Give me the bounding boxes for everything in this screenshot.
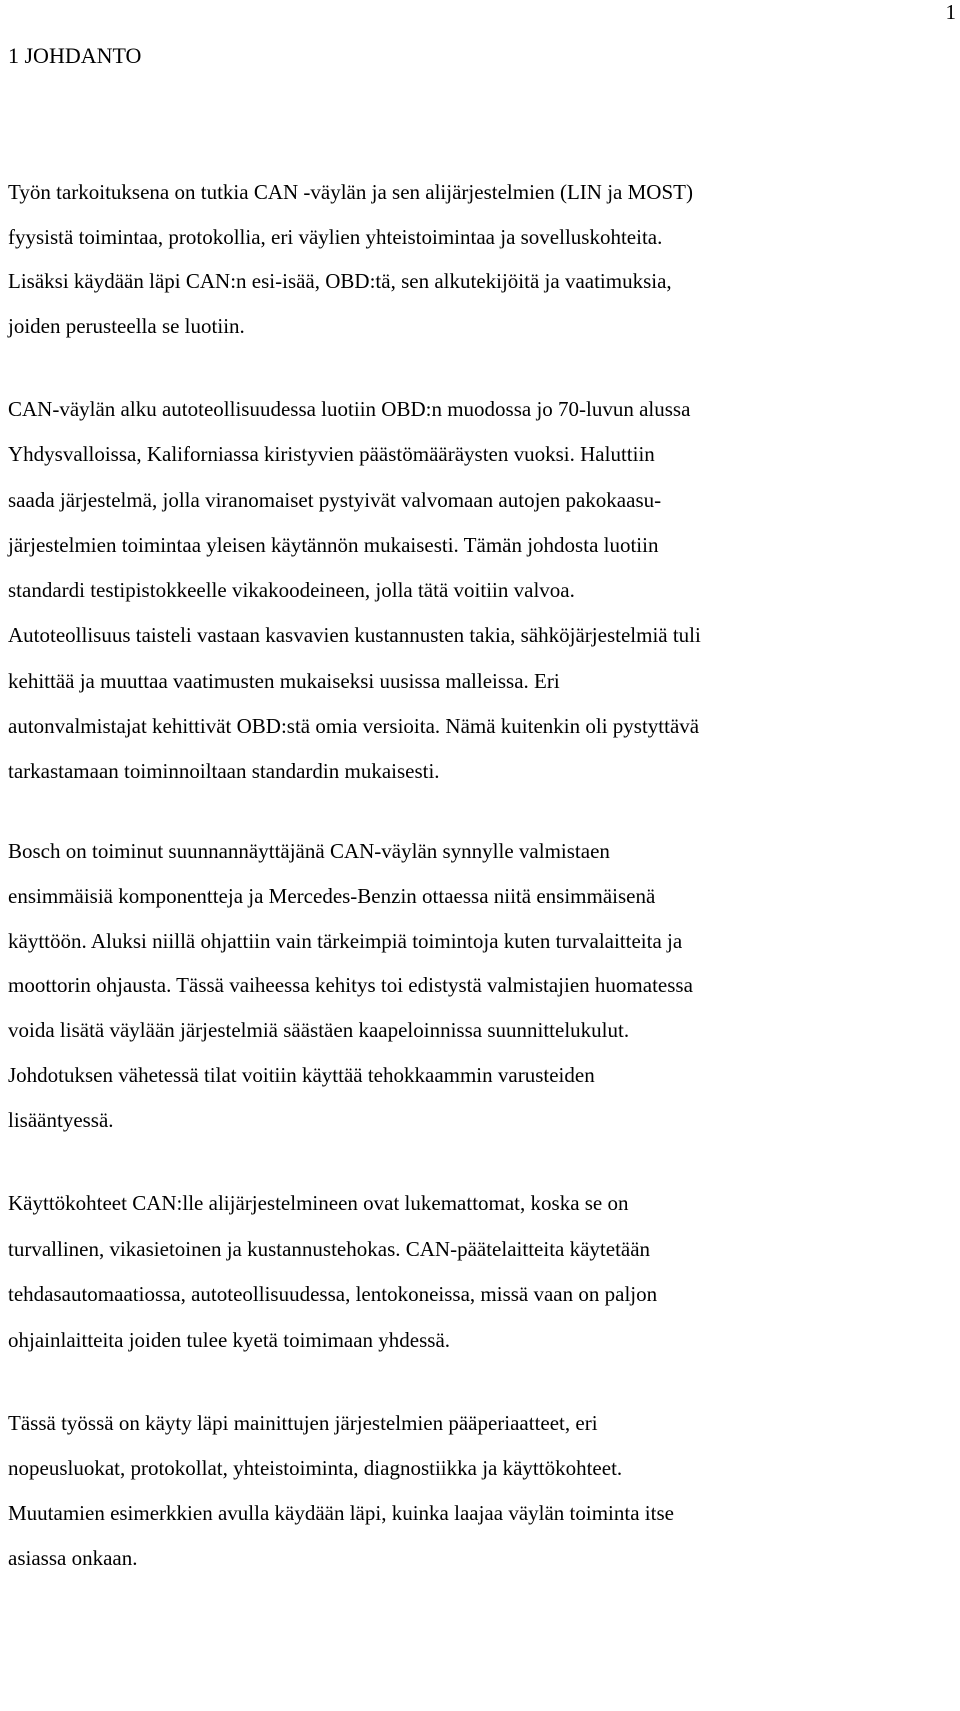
- text-line: asiassa onkaan.: [8, 1546, 138, 1570]
- text-line: Johdotuksen vähetessä tilat voitiin käyttää tehokkaammin varusteiden: [8, 1062, 595, 1087]
- text-line: turvallinen, vikasietoinen ja kustannustehokas. CAN-päätelaitteita käytetään: [8, 1236, 651, 1261]
- paragraph-bosch: [8, 829, 953, 1143]
- text-line: Tässä työssä on käyty läpi mainittujen järjestelmien pääperiaatteet, eri: [8, 1411, 598, 1435]
- chapter-heading: 1 JOHDANTO: [8, 43, 142, 68]
- text-line: ohjainlaitteita joiden tulee kyetä toimimaan yhdessä.: [8, 1328, 451, 1353]
- text-line: Muutamien esimerkkien avulla käydään läpi, kuinka laajaa väylän toiminta itse: [8, 1501, 674, 1525]
- text-line: autonvalmistajat kehittivät OBD:stä omia versioita. Nämä kuitenkin oli pystyttävä: [8, 714, 700, 739]
- text-line: tarkastamaan toiminnoiltaan standardin mukaisesti.: [8, 759, 440, 784]
- text-line: Työn tarkoituksena on tutkia CAN -väylän ja sen alijärjestelmien (LIN ja MOST): [8, 180, 693, 204]
- text-line: moottorin ohjausta. Tässä vaiheessa kehitys toi edistystä valmistajien huomatessa: [8, 973, 693, 998]
- paragraph-applications: [8, 1181, 953, 1364]
- text-line: ensimmäisiä komponentteja ja Mercedes-Benzin ottaessa niitä ensimmäisenä: [8, 883, 656, 908]
- paragraph-scope: [8, 1401, 953, 1581]
- text-line: kehittää ja muuttaa vaatimusten mukaiseksi uusissa malleissa. Eri: [8, 668, 560, 693]
- text-line: Bosch on toiminut suunnannäyttäjänä CAN-väylän synnylle valmistaen: [8, 839, 610, 863]
- text-line: Käyttökohteet CAN:lle alijärjestelmineen ovat lukemattomat, koska se on: [8, 1191, 629, 1215]
- text-line: Yhdysvalloissa, Kaliforniassa kiristyvien päästömääräysten vuoksi. Haluttiin: [8, 442, 655, 467]
- text-line: joiden perusteella se luotiin.: [8, 314, 245, 339]
- page-number: 1: [945, 0, 956, 24]
- text-line: CAN-väylän alku autoteollisuudessa luotiin OBD:n muodossa jo 70-luvun alussa: [8, 397, 691, 421]
- paragraph-history: [8, 387, 953, 795]
- text-line: voida lisätä väylään järjestelmiä säästäen kaapeloinnissa suunnittelukulut.: [8, 1018, 630, 1043]
- text-line: nopeusluokat, protokollat, yhteistoiminta, diagnostiikka ja käyttökohteet.: [8, 1456, 623, 1480]
- text-line: standardi testipistokkeelle vikakoodeineen, jolla tätä voitiin valvoa.: [8, 578, 575, 603]
- text-line: saada järjestelmä, jolla viranomaiset pystyivät valvomaan autojen pakokaasu-: [8, 487, 662, 512]
- text-line: fyysistä toimintaa, protokollia, eri väylien yhteistoimintaa ja sovelluskohteita.: [8, 224, 663, 249]
- text-line: käyttöön. Aluksi niillä ohjattiin vain tärkeimpiä toimintoja kuten turvalaitteita ja: [8, 928, 683, 953]
- text-line: järjestelmien toimintaa yleisen käytännön mukaisesti. Tämän johdosta luotiin: [8, 532, 659, 557]
- paragraph-purpose: [8, 170, 953, 349]
- text-line: Autoteollisuus taisteli vastaan kasvavien kustannusten takia, sähköjärjestelmiä tuli: [8, 623, 701, 648]
- text-line: Lisäksi käydään läpi CAN:n esi-isää, OBD:tä, sen alkutekijöitä ja vaatimuksia,: [8, 269, 672, 294]
- text-line: lisääntyessä.: [8, 1107, 114, 1132]
- text-line: tehdasautomaatiossa, autoteollisuudessa, lentokoneissa, missä vaan on paljon: [8, 1282, 658, 1307]
